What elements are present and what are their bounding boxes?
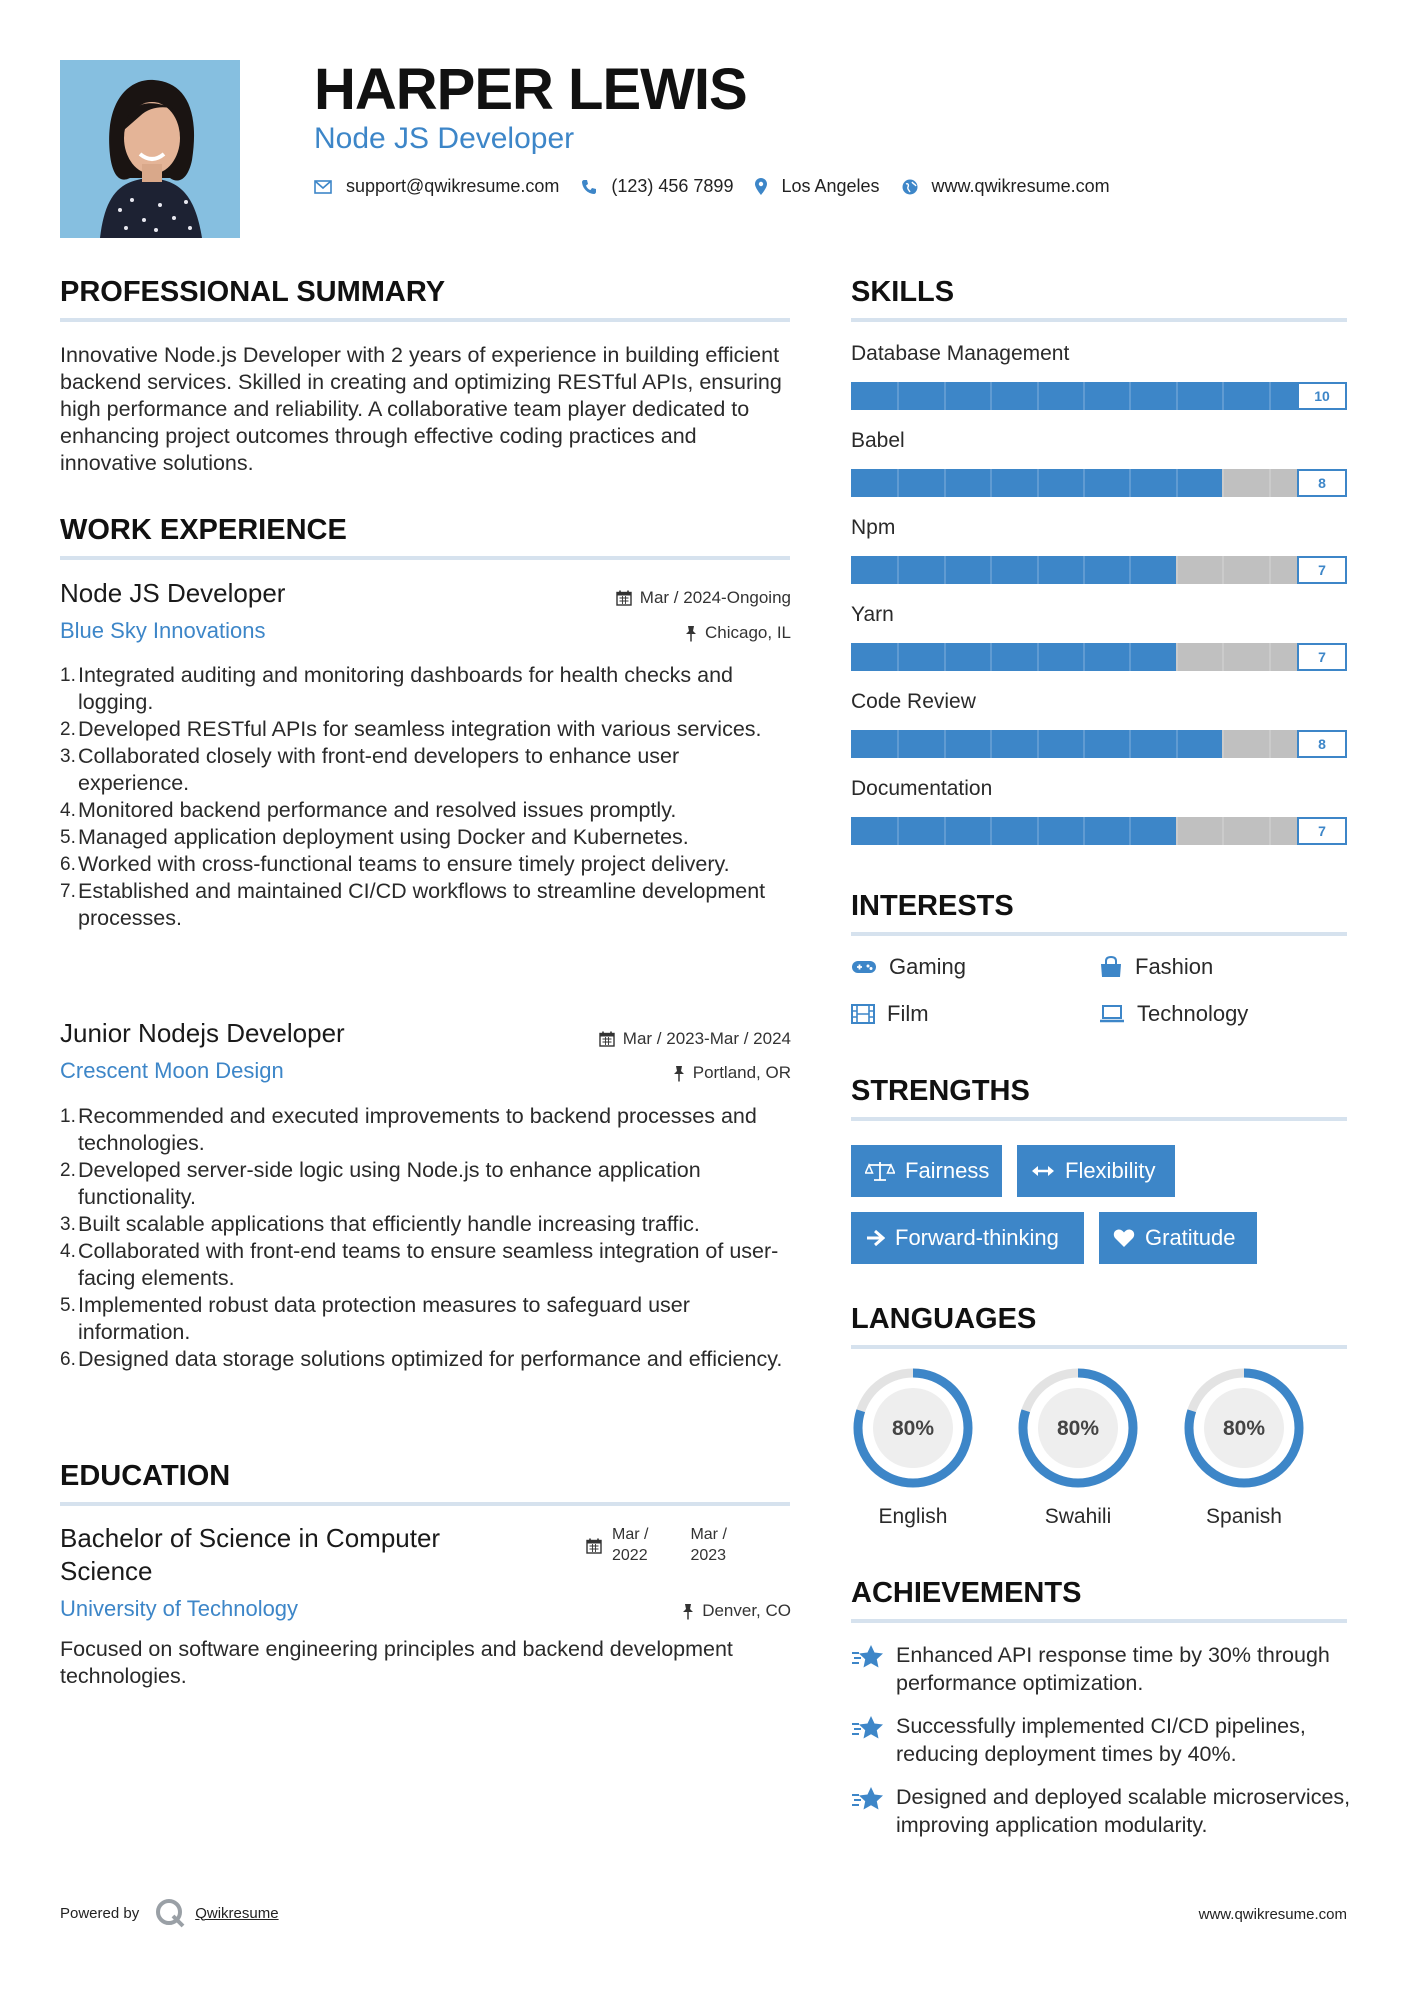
school-name: University of Technology — [60, 1596, 299, 1621]
skill-bar — [851, 643, 1347, 671]
calendar-icon — [616, 590, 632, 606]
star-badge-icon — [851, 1785, 885, 1813]
job-dates — [616, 588, 791, 608]
skill-bar-segment — [1269, 643, 1271, 671]
skill-score: 10 — [1297, 382, 1347, 410]
list-item: Recommended and executed improvements to backend processes and technologies. — [78, 1104, 757, 1155]
language-name: English — [878, 1505, 948, 1528]
strength-tag — [1099, 1212, 1257, 1264]
skill-bar-fill — [851, 643, 1176, 671]
skill-bar-segment — [897, 730, 899, 758]
envelope-icon — [314, 180, 332, 194]
skill-bar-segment — [1129, 817, 1131, 845]
laptop-icon — [1099, 1005, 1125, 1023]
skill-score: 7 — [1297, 817, 1347, 845]
list-item: Managed application deployment using Docker and Kubernetes. — [78, 825, 689, 849]
skill-bar-segment — [897, 382, 899, 410]
education-location-text: Denver, CO — [702, 1601, 791, 1620]
interest-item — [851, 954, 966, 980]
skill-bar-segment — [897, 643, 899, 671]
strength-tag — [851, 1145, 1002, 1197]
job-bullets — [60, 662, 790, 932]
language-donut — [1016, 1366, 1140, 1490]
interest-label: Technology — [1137, 1001, 1249, 1026]
list-item: Established and maintained CI/CD workflows to streamline development processes. — [78, 879, 766, 930]
achievement-item — [851, 1712, 1351, 1768]
summary-divider — [60, 318, 790, 322]
skill-bar-segment — [1269, 382, 1271, 410]
star-badge-icon — [851, 1643, 885, 1671]
profile-photo — [60, 60, 240, 238]
skill-name: Database Management — [851, 342, 1070, 365]
powered-by-text: Powered by — [60, 1904, 140, 1922]
skill-score: 7 — [1297, 643, 1347, 671]
job-company: Crescent Moon Design — [60, 1058, 284, 1083]
gamepad-icon — [851, 959, 877, 975]
skill-name: Documentation — [851, 777, 993, 800]
achievement-text: Enhanced API response time by 30% through performance optimization. — [896, 1643, 1330, 1695]
pushpin-icon — [673, 1065, 685, 1082]
skill-bar-segment — [1269, 469, 1271, 497]
skills-heading: SKILLS — [851, 276, 955, 308]
skill-bar-segment — [1083, 556, 1085, 584]
skill-bar-segment — [1222, 556, 1224, 584]
skill-bar-segment — [1037, 643, 1039, 671]
skill-bar-segment — [897, 469, 899, 497]
language-item — [1182, 1366, 1306, 1529]
calendar-icon — [586, 1538, 602, 1554]
skill-bar — [851, 382, 1347, 410]
candidate-role: Node JS Developer — [314, 122, 575, 155]
degree-title: Bachelor of Science in Computer Science — [60, 1523, 441, 1586]
contact-email[interactable] — [314, 176, 559, 197]
list-item: Collaborated closely with front-end developers to enhance user experience. — [78, 744, 680, 795]
skill-score: 7 — [1297, 556, 1347, 584]
list-item: Developed server-side logic using Node.js to enhance application functionality. — [78, 1158, 701, 1209]
skill-bar-segment — [897, 817, 899, 845]
job-location-text: Chicago, IL — [705, 623, 791, 642]
skill-bar-fill — [851, 817, 1176, 845]
strength-label: Flexibility — [1065, 1158, 1156, 1183]
education-dates — [586, 1524, 747, 1566]
skill-bar-segment — [1176, 817, 1178, 845]
languages-divider — [851, 1345, 1347, 1349]
skill-bar-segment — [990, 382, 992, 410]
skill-bar — [851, 469, 1347, 497]
achievements-divider — [851, 1619, 1347, 1623]
skill-name: Yarn — [851, 603, 894, 626]
skill-bar-segment — [944, 730, 946, 758]
education-start-date: Mar / 2022 — [612, 1526, 649, 1564]
education-location — [682, 1601, 791, 1621]
skill-bar-segment — [1176, 382, 1178, 410]
education-description: Focused on software engineering principles and backend development technologies. — [60, 1637, 733, 1688]
language-percent: 80% — [891, 1417, 935, 1440]
skill-bar-segment — [990, 730, 992, 758]
language-name: Spanish — [1206, 1505, 1282, 1528]
achievement-item — [851, 1641, 1351, 1697]
skill-bar-segment — [1129, 382, 1131, 410]
language-percent: 80% — [1056, 1417, 1100, 1440]
skill-bar-segment — [1269, 730, 1271, 758]
list-item: Monitored backend performance and resolved issues promptly. — [78, 798, 677, 822]
job-location-text: Portland, OR — [692, 1063, 791, 1082]
job-dates-text: Mar / 2023-Mar / 2024 — [622, 1029, 791, 1048]
skill-bar-segment — [944, 469, 946, 497]
skill-bar-segment — [1176, 469, 1178, 497]
skills-divider — [851, 318, 1347, 322]
skill-bar-segment — [1269, 817, 1271, 845]
skill-bar-segment — [1176, 643, 1178, 671]
globe-icon — [902, 179, 918, 195]
list-item: Worked with cross-functional teams to ensure timely project delivery. — [78, 852, 730, 876]
skill-bar-segment — [1176, 730, 1178, 758]
skill-bar — [851, 730, 1347, 758]
location-text: Los Angeles — [781, 176, 880, 196]
achievement-item — [851, 1783, 1351, 1839]
map-marker-icon — [755, 178, 767, 195]
language-item — [851, 1366, 975, 1529]
strength-tag — [1017, 1145, 1175, 1197]
skill-bar-segment — [1222, 817, 1224, 845]
list-item: Designed data storage solutions optimized for performance and efficiency. — [78, 1347, 783, 1371]
strength-label: Fairness — [905, 1158, 990, 1183]
skill-bar-segment — [1083, 382, 1085, 410]
skill-bar-segment — [1129, 469, 1131, 497]
list-item: Integrated auditing and monitoring dashboards for health checks and logging. — [78, 663, 733, 714]
interest-label: Fashion — [1135, 954, 1214, 979]
skill-bar-segment — [1037, 382, 1039, 410]
interest-item — [1099, 954, 1213, 980]
skill-name: Babel — [851, 429, 905, 452]
skill-bar-segment — [1222, 382, 1224, 410]
language-percent: 80% — [1222, 1417, 1266, 1440]
skill-bar-segment — [1129, 730, 1131, 758]
skill-bar — [851, 556, 1347, 584]
experience-heading: WORK EXPERIENCE — [60, 514, 347, 546]
experience-divider — [60, 556, 790, 560]
achievements-heading: ACHIEVEMENTS — [851, 1577, 1082, 1609]
phone-text: (123) 456 7899 — [611, 176, 734, 196]
skill-bar-segment — [1222, 469, 1224, 497]
job-dates-text: Mar / 2024-Ongoing — [639, 588, 791, 607]
education-heading: EDUCATION — [60, 1460, 231, 1492]
arrow-right-icon — [865, 1229, 885, 1247]
interest-item — [851, 1001, 929, 1027]
skill-bar-segment — [1129, 643, 1131, 671]
email-text: support@qwikresume.com — [346, 176, 560, 196]
phone-icon — [581, 179, 597, 195]
strength-label: Forward-thinking — [895, 1225, 1059, 1250]
candidate-name: HARPER LEWIS — [314, 57, 747, 122]
achievement-text: Designed and deployed scalable microservices, improving application modularity. — [896, 1785, 1351, 1837]
skill-bar-segment — [990, 469, 992, 497]
arrows-horizontal-icon — [1031, 1164, 1055, 1178]
interests-heading: INTERESTS — [851, 890, 1014, 922]
contact-bar — [314, 176, 1132, 197]
star-badge-icon — [851, 1714, 885, 1742]
language-name: Swahili — [1044, 1505, 1112, 1528]
skill-bar-segment — [944, 817, 946, 845]
film-icon — [851, 1004, 875, 1024]
website-text: www.qwikresume.com — [931, 176, 1110, 196]
summary-text: Innovative Node.js Developer with 2 years of experience in building efficient backend services. Skilled in creating and optimizing RESTful APIs, ensuring high performance and reliability. A collaborative team player dedicated to enhancing project outcomes through effective coding practices and innovative solutions. — [60, 343, 782, 475]
skill-bar-segment — [1037, 730, 1039, 758]
balance-scale-icon — [865, 1160, 895, 1182]
skill-bar-segment — [1083, 469, 1085, 497]
footer-powered-by — [60, 1896, 279, 1930]
list-item: Built scalable applications that efficiently handle increasing traffic. — [78, 1212, 700, 1236]
skill-bar-segment — [1222, 643, 1224, 671]
skill-bar-segment — [1037, 556, 1039, 584]
skill-bar-segment — [1269, 556, 1271, 584]
brand-link[interactable]: Qwikresume — [195, 1904, 279, 1922]
qwikresume-logo-icon — [153, 1896, 187, 1930]
skill-score: 8 — [1297, 469, 1347, 497]
skill-bar-segment — [990, 643, 992, 671]
strengths-divider — [851, 1117, 1347, 1121]
contact-location — [755, 176, 879, 197]
job-location — [685, 623, 791, 643]
strengths-heading: STRENGTHS — [851, 1075, 1030, 1107]
skill-score: 8 — [1297, 730, 1347, 758]
language-donut — [851, 1366, 975, 1490]
language-item — [1016, 1366, 1140, 1529]
skill-name: Code Review — [851, 690, 976, 713]
skill-bar-segment — [897, 556, 899, 584]
skill-bar-segment — [944, 556, 946, 584]
interests-divider — [851, 932, 1347, 936]
skill-bar-segment — [944, 382, 946, 410]
skill-bar-segment — [1222, 730, 1224, 758]
job-location — [673, 1063, 791, 1083]
interest-item — [1099, 1001, 1248, 1027]
interest-label: Film — [887, 1001, 929, 1026]
skill-bar-fill — [851, 556, 1176, 584]
strength-label: Gratitude — [1145, 1225, 1236, 1250]
skill-bar-segment — [1083, 817, 1085, 845]
contact-phone[interactable] — [581, 176, 733, 197]
footer-url[interactable]: www.qwikresume.com — [1198, 1906, 1347, 1923]
skill-bar-segment — [990, 556, 992, 584]
shopping-bag-icon — [1099, 956, 1123, 978]
job-dates — [599, 1029, 791, 1049]
heart-icon — [1113, 1228, 1135, 1248]
achievement-text: Successfully implemented CI/CD pipelines, reducing deployment times by 40%. — [896, 1714, 1306, 1766]
pushpin-icon — [685, 625, 697, 642]
skill-bar — [851, 817, 1347, 845]
education-divider — [60, 1502, 790, 1506]
skill-bar-segment — [944, 643, 946, 671]
list-item: Collaborated with front-end teams to ensure seamless integration of user-facing elements. — [78, 1239, 779, 1290]
skill-bar-segment — [990, 817, 992, 845]
list-item: Developed RESTful APIs for seamless integration with various services. — [78, 717, 762, 741]
contact-website[interactable] — [902, 176, 1110, 197]
pushpin-icon — [682, 1603, 694, 1620]
skill-bar-segment — [1037, 817, 1039, 845]
skill-bar-segment — [1083, 643, 1085, 671]
skill-name: Npm — [851, 516, 896, 539]
skill-bar-segment — [1037, 469, 1039, 497]
skill-bar-segment — [1083, 730, 1085, 758]
skill-bar-segment — [1176, 556, 1178, 584]
language-donut — [1182, 1366, 1306, 1490]
strength-tag — [851, 1212, 1084, 1264]
skill-bar-segment — [1129, 556, 1131, 584]
languages-heading: LANGUAGES — [851, 1303, 1037, 1335]
job-title: Junior Nodejs Developer — [60, 1018, 345, 1048]
calendar-icon — [599, 1031, 615, 1047]
job-company: Blue Sky Innovations — [60, 618, 266, 643]
job-bullets — [60, 1103, 790, 1373]
interest-label: Gaming — [889, 954, 967, 979]
list-item: Implemented robust data protection measures to safeguard user information. — [78, 1293, 690, 1344]
job-title: Node JS Developer — [60, 578, 286, 608]
summary-heading: PROFESSIONAL SUMMARY — [60, 276, 446, 308]
education-end-date: Mar / 2023 — [690, 1526, 727, 1564]
